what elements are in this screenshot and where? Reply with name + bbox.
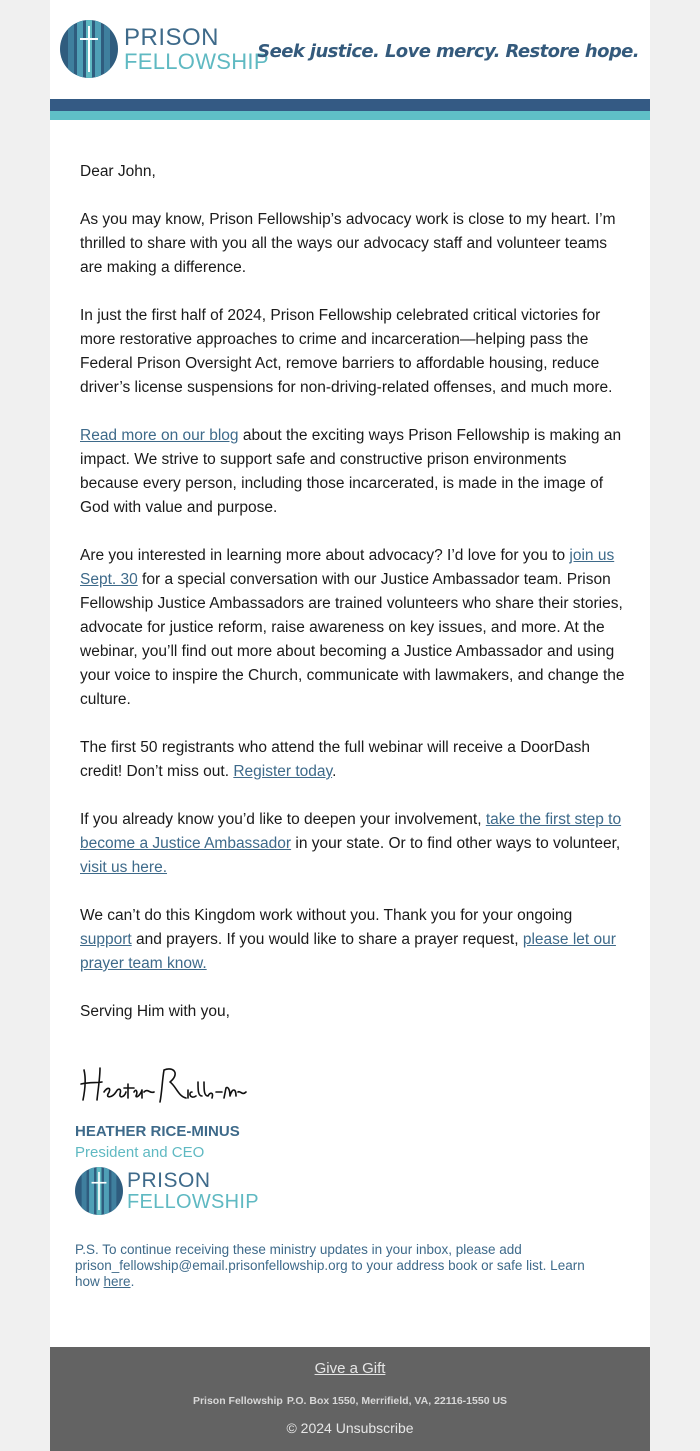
letter-body: [80, 160, 625, 1048]
visit-us-link[interactable]: visit us here.: [80, 859, 168, 876]
paragraph-6: [80, 808, 625, 880]
prison-fellowship-emblem-icon: [60, 20, 118, 78]
postscript-text: P.S. To continue receiving these ministry updates in your inbox, please add prison_fellowship@email.prisonfellowship.org to your address book or safe list. Learn how: [75, 1242, 585, 1289]
support-link[interactable]: support: [80, 931, 132, 948]
paragraph-4-intro: Are you interested in learning more about advocacy? I’d love for you to: [80, 547, 570, 564]
paragraph-3: [80, 424, 625, 520]
paragraph-3-text: about the exciting ways Prison Fellowship is making an impact. We strive to support safe and constructive prison environments because every person, including those incarcerated, is made in the image of God with value and purpose.: [80, 427, 622, 516]
closing: Serving Him with you,: [80, 1003, 230, 1020]
greeting: Dear John,: [80, 163, 156, 180]
give-a-gift-link[interactable]: Give a Gift: [314, 1360, 386, 1377]
paragraph-6-intro: If you already know you’d like to deepen your involvement,: [80, 811, 486, 828]
learn-how-link[interactable]: here: [103, 1274, 131, 1289]
paragraph-1: As you may know, Prison Fellowship’s advocacy work is close to my heart. I’m thrilled to share with you all the ways our advocacy staff and volunteer teams are making a difference.: [80, 211, 616, 276]
paragraph-5: [80, 736, 625, 784]
paragraph-5-end: .: [332, 763, 337, 780]
footer-copyright-unsubscribe[interactable]: © 2024 Unsubscribe: [286, 1420, 414, 1436]
prison-fellowship-logo[interactable]: [60, 20, 269, 78]
footer-address: [50, 1395, 650, 1407]
header-divider-dark: [50, 99, 650, 111]
header-divider-light: [50, 111, 650, 120]
logo-word-prison: PRISON: [124, 23, 220, 51]
paragraph-2: In just the first half of 2024, Prison Fellowship celebrated critical victories for more restorative approaches to crime and incarceration—helping pass the Federal Prison Oversight Act, remove barriers to affordable housing, reduce driver’s license suspensions for non-driving-related offenses, and much more.: [80, 307, 613, 396]
signature-logo[interactable]: [75, 1167, 259, 1215]
postscript: [75, 1242, 595, 1290]
paragraph-7-mid: and prayers. If you would like to share a prayer request,: [131, 931, 523, 948]
signer-title: President and CEO: [75, 1144, 205, 1161]
join-webinar-link[interactable]: join us Sept. 30: [80, 547, 615, 588]
logo-word-fellowship: FELLOWSHIP: [124, 48, 269, 74]
paragraph-5-text: The first 50 registrants who attend the full webinar will receive a DoorDash credit! Don’t miss out.: [80, 739, 591, 780]
postscript-end: .: [130, 1274, 135, 1289]
paragraph-6-mid: in your state. Or to find other ways to volunteer,: [291, 835, 621, 852]
footer-org-name: Prison Fellowship: [192, 1395, 283, 1407]
prayer-request-link[interactable]: please let our prayer team know.: [80, 931, 616, 972]
email-header: [50, 0, 650, 99]
email-container: [50, 0, 650, 1451]
footer-postal-address: P.O. Box 1550, Merrifield, VA, 22116-1550 US: [286, 1395, 508, 1407]
read-blog-link[interactable]: Read more on our blog: [80, 427, 239, 444]
paragraph-4: [80, 544, 625, 712]
prison-fellowship-emblem-icon: [75, 1167, 123, 1215]
paragraph-4-text: for a special conversation with our Justice Ambassador team. Prison Fellowship Justice Ambassadors are trained volunteers who share their stories, advocate for justice reform, raise awareness on key issues, and more. At the webinar, you’ll find out more about becoming a Justice Ambassador and using your voice to inspire the Church, communicate with lawmakers, and change the culture.: [80, 571, 625, 708]
become-ambassador-link[interactable]: take the first step to become a Justice Ambassador: [80, 811, 622, 852]
paragraph-7: [80, 904, 625, 976]
logo-word-prison: PRISON: [127, 1169, 211, 1192]
register-today-link[interactable]: Register today: [233, 763, 333, 780]
handwritten-signature: [78, 1062, 248, 1110]
email-footer: [50, 1347, 650, 1451]
signer-name: HEATHER RICE-MINUS: [75, 1123, 240, 1140]
logo-word-fellowship: FELLOWSHIP: [127, 1191, 259, 1213]
paragraph-7-intro: We can’t do this Kingdom work without you. Thank you for your ongoing: [80, 907, 573, 924]
tagline: Seek justice. Love mercy. Restore hope.: [257, 41, 639, 62]
